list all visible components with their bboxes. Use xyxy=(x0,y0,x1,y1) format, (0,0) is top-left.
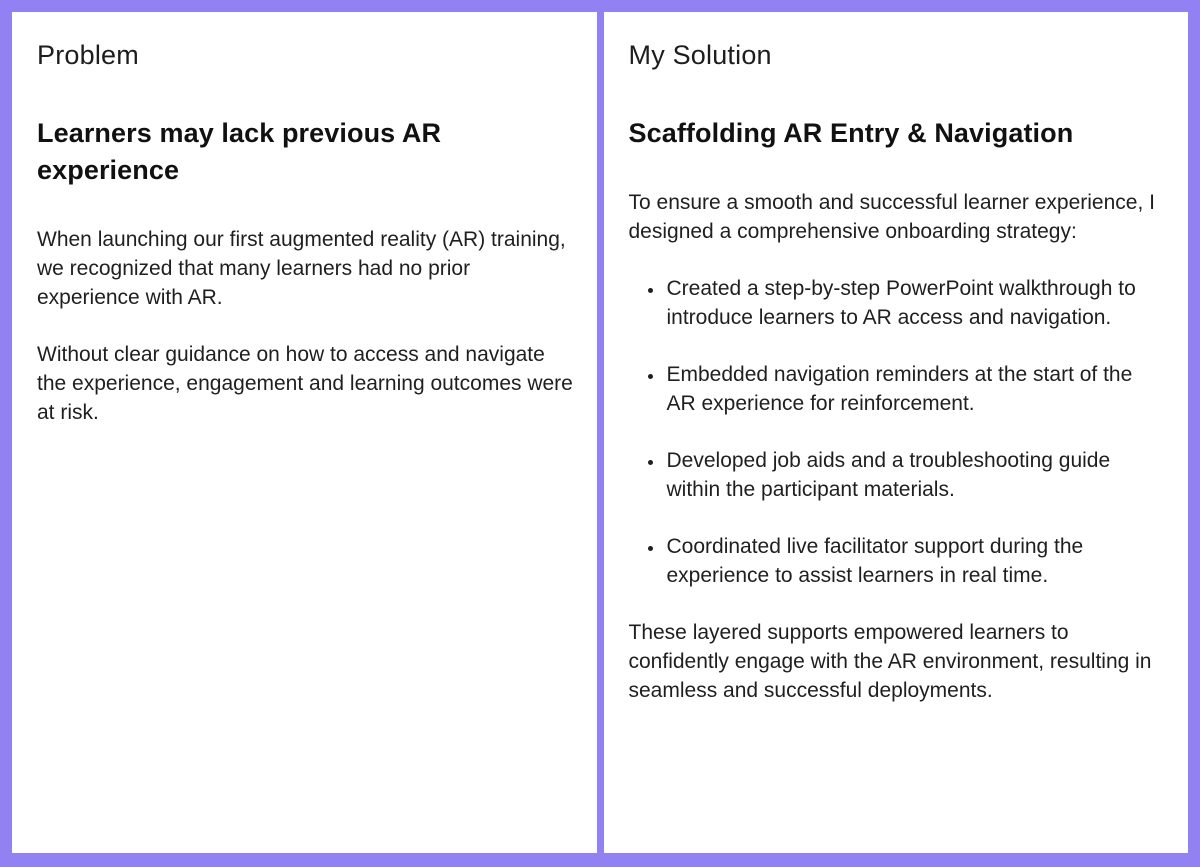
solution-panel xyxy=(604,12,1189,853)
solution-label: My Solution xyxy=(628,40,772,70)
bullet-item-1: • Created a step-by-step PowerPoint walkthrough to introduce learners to AR access and navigation. xyxy=(665,274,1167,332)
problem-heading: Learners may lack previous AR experience xyxy=(37,118,442,185)
solution-outro-paragraph: These layered supports empowered learners to confidently engage with the AR environment, resulting in seamless and successful deployments. xyxy=(628,621,1152,702)
bullet-item-3: • Developed job aids and a troubleshooting guide within the participant materials. xyxy=(665,446,1167,504)
solution-bullet-list xyxy=(629,274,1167,590)
problem-panel xyxy=(12,12,597,853)
solution-intro-paragraph: To ensure a smooth and successful learner experience, I designed a comprehensive onboarding strategy: xyxy=(628,191,1155,243)
bullet-item-2: • Embedded navigation reminders at the start of the AR experience for reinforcement. xyxy=(665,360,1167,418)
problem-label: Problem xyxy=(37,40,139,70)
bullet-item-4: • Coordinated live facilitator support during the experience to assist learners in real time. xyxy=(665,532,1167,590)
solution-heading: Scaffolding AR Entry & Navigation xyxy=(628,118,1074,148)
problem-paragraph-2: Without clear guidance on how to access and navigate the experience, engagement and learning outcomes were at risk. xyxy=(37,343,573,424)
problem-paragraph-1: When launching our first augmented reality (AR) training, we recognized that many learners had no prior experience with AR. xyxy=(37,228,566,309)
